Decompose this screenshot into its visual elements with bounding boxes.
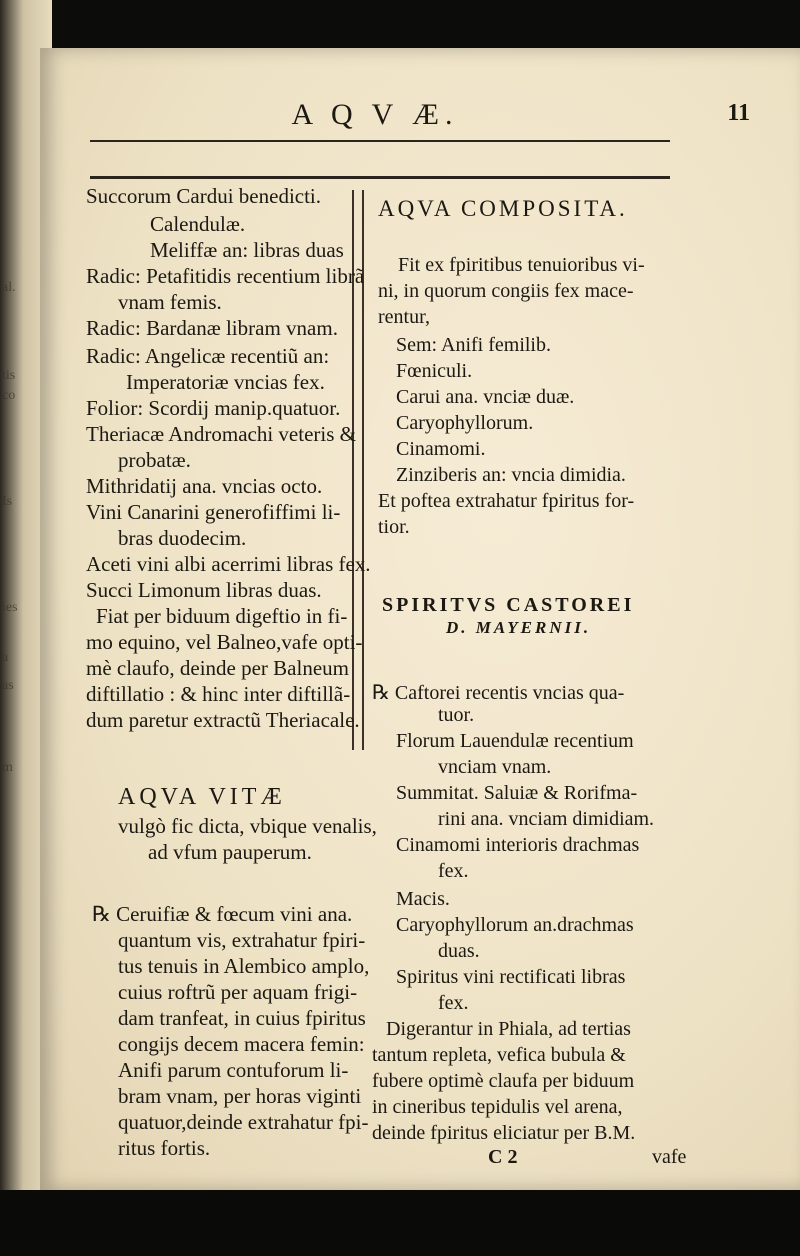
text-line: tuor. (438, 704, 475, 726)
text-line: Sem: Anifi femilib. (396, 334, 551, 356)
header-rule-top (90, 140, 670, 142)
text-line: Vini Canarini generofiffimi li- (86, 500, 341, 524)
signature-mark: C 2 (488, 1146, 518, 1168)
text-line: rentur, (378, 306, 430, 328)
text-line: diftillatio : & hinc inter diftillã- (86, 682, 351, 706)
text-line: Calendulæ. (150, 212, 246, 236)
background-dark (0, 1190, 800, 1256)
text-line: Aceti vini albi acerrimi libras fex. (86, 552, 371, 576)
section-heading-spiritus-castorei: SPIRITVS CASTOREI (382, 594, 635, 616)
text-line: probatæ. (118, 448, 191, 472)
text-line: Et poftea extrahatur fpiritus for- (378, 490, 635, 512)
running-head: A Q V Æ. (291, 98, 459, 131)
edge-fragment: m (2, 760, 13, 775)
section-heading-aqua-composita: AQVA COMPOSITA. (378, 196, 628, 221)
text-line: bram vnam, per horas viginti (118, 1084, 362, 1108)
text-line: dum paretur extractũ Theriacale. (86, 708, 360, 732)
text-line: Radic: Bardanæ libram vnam. (86, 316, 338, 340)
text-line: Anifi parum contuforum li- (118, 1058, 349, 1082)
text-line: Summitat. Saluiæ & Rorifma- (396, 782, 638, 804)
text-line: bras duodecim. (118, 526, 247, 550)
text-line: Florum Lauendulæ recentium (396, 730, 634, 752)
text-line: cuius roftrũ per aquam frigi- (118, 980, 358, 1004)
text-line: ni, in quorum congiis fex mace- (378, 280, 634, 302)
text-line: Cinamomi. (396, 438, 486, 460)
text-line: Digerantur in Phiala, ad tertias (386, 1018, 631, 1040)
text-line: Theriacæ Andromachi veteris & (86, 422, 356, 446)
edge-fragment: a (2, 650, 9, 665)
edge-fragment: ies (2, 600, 18, 615)
text-line: Succorum Cardui benedicti. (86, 184, 322, 208)
text-line: Mithridatij ana. vncias octo. (86, 474, 323, 498)
section-heading-aqua-vitae: AQVA VITÆ (118, 784, 286, 810)
text-line: fex. (438, 860, 469, 882)
text-line: Radic: Petafitidis recentium librã (86, 264, 365, 288)
header-rule-bottom (90, 176, 670, 179)
text-line: Radic: Angelicæ recentiũ an: (86, 344, 330, 368)
catchword: vafe (652, 1146, 687, 1168)
text-line: ℞ Ceruifiæ & fœcum vini ana. (92, 902, 353, 926)
text-line: Zinziberis an: vncia dimidia. (396, 464, 626, 486)
text-line: Spiritus vini rectificati libras (396, 966, 626, 988)
text-line: quatuor,deinde extrahatur fpi- (118, 1110, 369, 1134)
text-line: Folior: Scordij manip.quatuor. (86, 396, 341, 420)
edge-fragment: co (2, 388, 16, 403)
text-line: Meliffæ an: libras duas (150, 238, 344, 262)
text-line: Caryophyllorum an.drachmas (396, 914, 634, 936)
text-line: rini ana. vnciam dimidiam. (438, 808, 655, 830)
text-line: ℞ Caftorei recentis vncias qua- (372, 682, 625, 704)
text-line: tantum repleta, vefica bubula & (372, 1044, 626, 1066)
text-line: Fœniculi. (396, 360, 473, 382)
text-line: Caryophyllorum. (396, 412, 534, 434)
text-line: tior. (378, 516, 410, 538)
edge-fragment: as (2, 678, 14, 693)
text-line: Cinamomi interioris drachmas (396, 834, 640, 856)
text-line: ad vfum pauperum. (148, 840, 312, 864)
text-line: dam tranfeat, in cuius fpiritus (118, 1006, 366, 1030)
text-line: vnam femis. (118, 290, 222, 314)
text-line: mè claufo, deinde per Balneum (86, 656, 349, 680)
page-number: 11 (727, 100, 750, 126)
edge-fragment: tis (2, 368, 16, 383)
text-line: Fit ex fpiritibus tenuioribus vi- (398, 254, 645, 276)
text-line: vnciam vnam. (438, 756, 552, 778)
text-line: Succi Limonum libras duas. (86, 578, 322, 602)
text-line: fex. (438, 992, 469, 1014)
section-subheading-author: D. MAYERNII. (446, 618, 592, 637)
text-line: Macis. (396, 888, 450, 910)
text-line: mo equino, vel Balneo,vafe opti- (86, 630, 363, 654)
text-line: ritus fortis. (118, 1136, 211, 1160)
edge-fragment: al. (2, 280, 16, 295)
text-line: deinde fpiritus eliciatur per B.M. (372, 1122, 636, 1144)
text-line: quantum vis, extrahatur fpiri- (118, 928, 366, 952)
text-line: congijs decem macera femin: (118, 1032, 365, 1056)
text-line: Imperatoriæ vncias fex. (126, 370, 325, 394)
text-line: fubere optimè claufa per biduum (372, 1070, 635, 1092)
edge-fragment: Is (2, 494, 13, 509)
text-line: vulgò fic dicta, vbique venalis, (118, 814, 377, 838)
text-line: duas. (438, 940, 480, 962)
text-line: in cineribus tepidulis vel arena, (372, 1096, 623, 1118)
text-line: Fiat per biduum digeftio in fi- (96, 604, 348, 628)
text-line: tus tenuis in Alembico amplo, (118, 954, 370, 978)
text-line: Carui ana. vnciæ duæ. (396, 386, 575, 408)
